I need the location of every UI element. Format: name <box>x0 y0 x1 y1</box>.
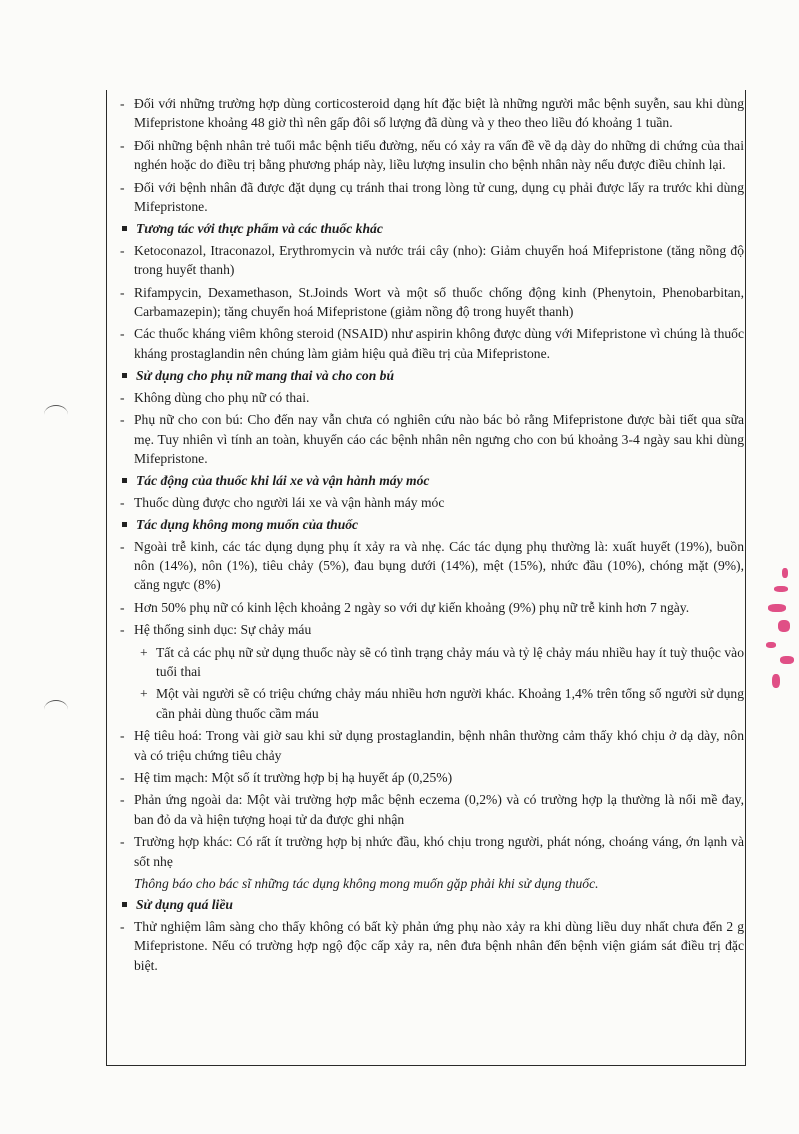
dash-bullet: - <box>120 538 125 554</box>
dash-bullet: - <box>120 96 125 111</box>
section-heading-driving: Tác động của thuốc khi lái xe và vận hành máy móc <box>118 471 744 490</box>
dash-bullet: - <box>120 494 125 510</box>
square-bullet-icon <box>122 373 127 378</box>
sub-list-item: + Một vài người sẽ có triệu chứng chảy máu nhiều hơn người khác. Khoảng 1,4% trên tổng số người sử dụng cần phải dùng thuốc cầm máu <box>140 686 744 721</box>
dash-bullet: - <box>120 792 125 808</box>
list-item: - Thử nghiệm lâm sàng cho thấy không có bất kỳ phản ứng phụ nào xảy ra khi dùng liều duy nhất chưa đến 2 g Mifepristone. Nếu có trường hợp ngộ độc cấp xảy ra, nên đưa bệnh nhân đến bệnh viện giám sát điều trị đặc biệt. <box>120 918 744 973</box>
list-item: - Các thuốc kháng viêm không steroid (NSAID) như aspirin không được dùng với Mifepristone vì chúng là thuốc kháng prostaglandin nên chúng làm giảm hiệu quả điều trị của Mifepristone. <box>120 326 744 361</box>
plus-bullet: + <box>140 644 148 660</box>
dash-bullet: - <box>120 242 125 258</box>
dash-bullet: - <box>120 918 125 934</box>
square-bullet-icon <box>122 226 127 231</box>
dash-bullet: - <box>120 770 125 785</box>
sub-list-item: + Tất cả các phụ nữ sử dụng thuốc này sẽ có tình trạng chảy máu và tỷ lệ chảy máu nhiều hay ít tuỳ thuộc vào tuổi thai <box>140 644 744 679</box>
square-bullet-icon <box>122 902 127 907</box>
list-item: - Đối với bệnh nhân đã được đặt dụng cụ tránh thai trong lòng tử cung, dụng cụ phải được lấy ra trước khi dùng Mifepristone. <box>120 179 744 215</box>
dash-bullet: - <box>120 284 125 300</box>
list-item: - Rifampycin, Dexamethason, St.Joinds Wort và một số thuốc chống động kinh (Phenytoin, Phenobarbitan, Carbamazepin); tăng chuyển hoá Mifepristone (giảm nồng độ trong huyết thanh) <box>120 284 744 320</box>
square-bullet-icon <box>122 522 127 527</box>
list-item: - Đối những bệnh nhân trẻ tuổi mắc bệnh tiểu đường, nếu có xảy ra vấn đề về dạ dày do những di chứng của thai nghén hoặc do điều trị bằng phương pháp này, liều lượng insulin cho bệnh nhân này nếu được điều chỉnh lại. <box>120 137 744 173</box>
list-item: - Phản ứng ngoài da: Một vài trường hợp mắc bệnh eczema (0,2%) và có trường hợp lạ thường là nổi mề đay, ban đỏ da và hiện tượng hoại tử da được ghi nhận <box>120 792 744 827</box>
list-item: - Hệ thống sinh dục: Sự chảy máu <box>118 620 744 639</box>
stamp-fragment <box>764 560 799 700</box>
dash-bullet: - <box>120 389 125 405</box>
section-heading-side-effects: Tác dụng không mong muốn của thuốc <box>118 515 744 534</box>
section-heading-pregnancy: Sử dụng cho phụ nữ mang thai và cho con bú <box>118 366 744 385</box>
list-item: - Trường hợp khác: Có rất ít trường hợp bị nhức đầu, khó chịu trong người, phát nóng, choáng váng, ớn lạnh và sốt nhẹ <box>120 834 744 869</box>
list-item: - Ketoconazol, Itraconazol, Erythromycin và nước trái cây (nho): Giảm chuyển hoá Mifepristone (tăng nồng độ trong huyết thanh) <box>120 242 744 278</box>
side-effects-note: Thông báo cho bác sĩ những tác dụng không mong muốn gặp phải khi sử dụng thuốc. <box>134 876 599 892</box>
list-item: - Thuốc dùng được cho người lái xe và vận hành máy móc <box>118 493 744 512</box>
dash-bullet: - <box>120 622 125 638</box>
list-item: - Phụ nữ cho con bú: Cho đến nay vẫn chưa có nghiên cứu nào bác bỏ rằng Mifepristone được bài tiết qua sữa mẹ. Tuy nhiên vì tính an toàn, khuyến cáo các bệnh nhân nên ngưng cho con bú khoảng 3-4 ngày sau khi dùng Mifepristone. <box>120 412 744 466</box>
square-bullet-icon <box>122 478 127 483</box>
dash-bullet: - <box>120 137 125 153</box>
list-item: - Hơn 50% phụ nữ có kinh lệch khoảng 2 ngày so với dự kiến khoảng (9%) phụ nữ trễ kinh hơn 7 ngày. <box>118 598 744 617</box>
list-item: - Đối với những trường hợp dùng corticosteroid dạng hít đặc biệt là những người mắc bệnh suyễn, sau khi dùng Mifepristone khoảng 48 giờ thì nên gấp đôi số lượng đã dùng và y theo theo liều đó khoảng 1 tuần. <box>120 96 744 131</box>
list-item: - Hệ tiêu hoá: Trong vài giờ sau khi sử dụng prostaglandin, bệnh nhân thường cảm thấy khó chịu ở dạ dày, nôn và có triệu chứng tiêu chảy <box>120 728 744 763</box>
list-item: - Không dùng cho phụ nữ có thai. <box>118 388 744 407</box>
dash-bullet: - <box>120 834 125 850</box>
dash-bullet: - <box>120 728 125 744</box>
section-heading-interactions: Tương tác với thực phẩm và các thuốc khác <box>118 219 744 238</box>
list-item: - Ngoài trễ kinh, các tác dụng dụng phụ ít xảy ra và nhẹ. Các tác dụng phụ thường là: xuất huyết (19%), buồn nôn (14%), nôn (1%), tiêu chảy (5%), đau bụng dưới (14%), mệt (15%), nhức đầu (10%), chóng mặt (9%), căng ngực (8%) <box>120 538 744 593</box>
dash-bullet: - <box>120 326 125 342</box>
section-heading-overdose: Sử dụng quá liều <box>118 895 744 914</box>
punch-hole-top <box>44 405 68 424</box>
plus-bullet: + <box>140 686 148 702</box>
document-body <box>118 94 744 978</box>
punch-hole-bottom <box>44 700 68 719</box>
dash-bullet: - <box>120 412 125 428</box>
dash-bullet: - <box>120 179 125 195</box>
dash-bullet: - <box>120 599 125 615</box>
list-item: - Hệ tim mạch: Một số ít trường hợp bị hạ huyết áp (0,25%) <box>118 768 744 787</box>
